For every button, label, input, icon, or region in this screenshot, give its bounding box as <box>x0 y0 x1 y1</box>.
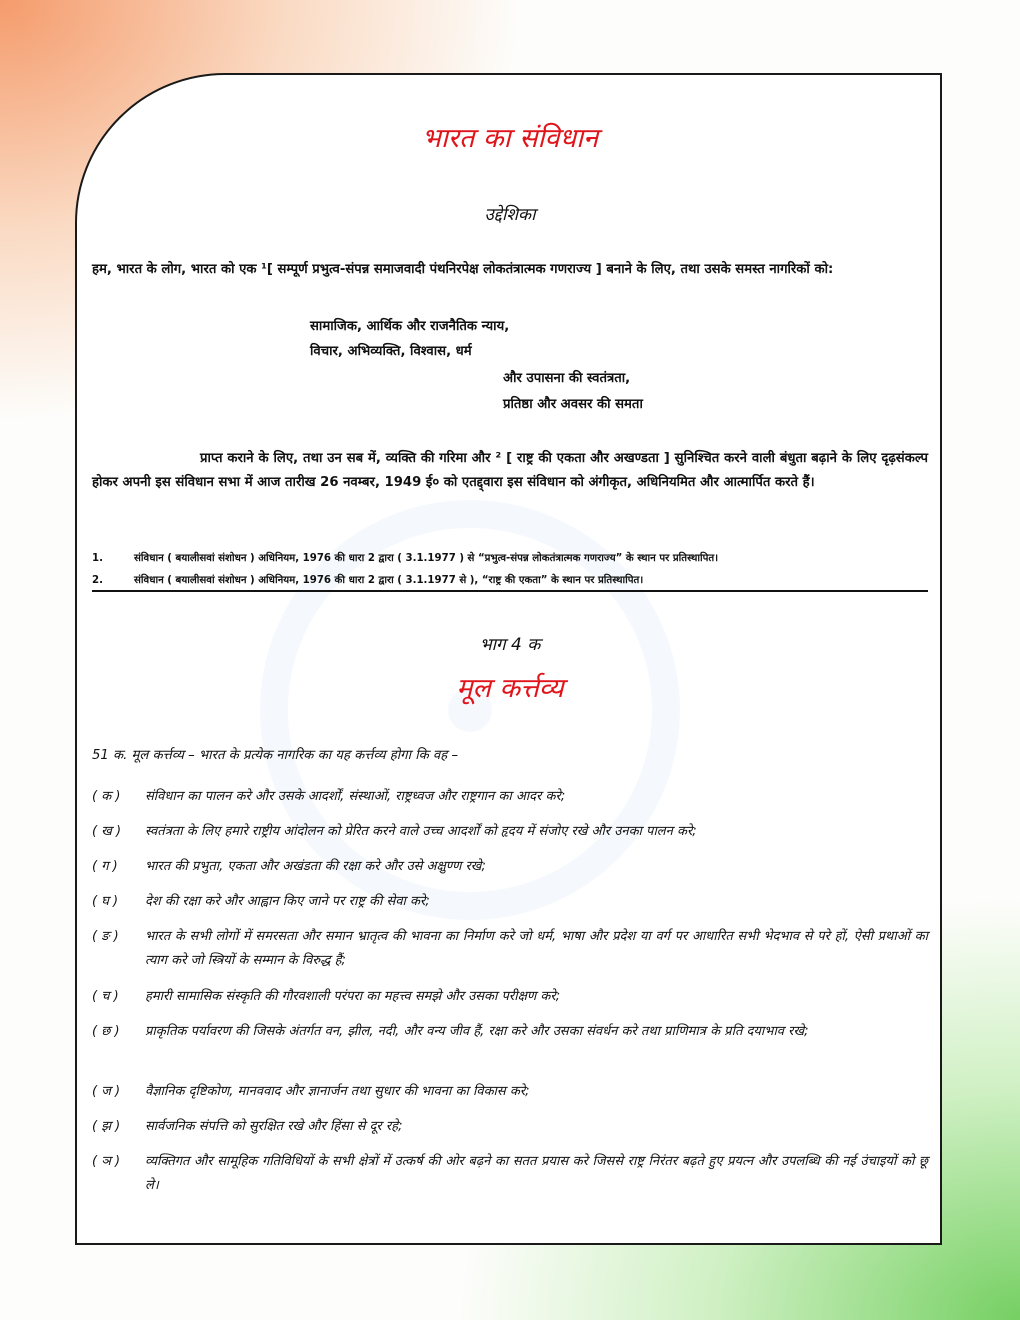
preamble-closing: प्राप्त कराने के लिए, तथा उन सब में, व्यक्ति की गरिमा और ² [ राष्ट्र की एकता और अखण्डता ] सुनिश्चित करने वाली बंधुता बढ़ाने के लिए दृढ़संकल्प होकर अपनी इस संविधान सभा में आज तारीख 26 नवम्बर, 1949 ई० को एतद्द्वारा इस संविधान को अंगीकृत, अधिनियमित और आत्मार्पित करते हैं। <box>92 451 928 490</box>
duty-text: सार्वजनिक संपत्ति को सुरक्षित रखे और हिंसा से दूर रहे; <box>145 1119 403 1134</box>
duty-text: संविधान का पालन करे और उसके आदर्शों, संस्थाओं, राष्ट्रध्वज और राष्ट्रगान का आदर करे; <box>145 789 566 804</box>
duty-text: हमारी सामासिक संस्कृति की गौरवशाली परंपरा का महत्त्व समझे और उसका परीक्षण करे; <box>145 989 561 1004</box>
footnote <box>92 550 928 564</box>
footnote-number: 1. <box>92 553 103 564</box>
footnote-number: 2. <box>92 575 103 586</box>
preamble-list-item: सामाजिक, आर्थिक और राजनैतिक न्याय, <box>310 319 510 334</box>
duty-text: वैज्ञानिक दृष्टिकोण, मानववाद और ज्ञानार्जन तथा सुधार की भावना का विकास करे; <box>145 1084 530 1099</box>
duty-key: ( छ ) <box>92 1024 120 1039</box>
duty-key: ( ज ) <box>92 1084 121 1099</box>
duty-key: ( क ) <box>92 789 121 804</box>
duty-text: स्वतंत्रता के लिए हमारे राष्ट्रीय आंदोलन को प्रेरित करने वाले उच्च आदर्शों को हृदय में संजोए रखे और उनका पालन करे; <box>145 824 697 839</box>
footnote <box>92 572 928 586</box>
duty-text: भारत के सभी लोगों में समरसता और समान भ्रातृत्व की भावना का निर्माण करे जो धर्म, भाषा और प्रदेश या वर्ग पर आधारित सभी भेदभाव से परे हों, ऐसी प्रथाओं का त्याग करे जो स्त्रियों के सम्मान के विरुद्ध हैं; <box>145 929 928 968</box>
duty-item <box>92 855 928 879</box>
footnote-text: संविधान ( बयालीसवां संशोधन ) अधिनियम, 1976 की धारा 2 द्वारा ( 3.1.1977 से ), “राष्ट्र की एकता” के स्थान पर प्रतिस्थापित। <box>134 575 644 586</box>
preamble-heading: उद्देशिका <box>484 205 536 225</box>
section-title: मूल कर्त्तव्य <box>456 673 564 704</box>
duty-item <box>92 785 928 809</box>
preamble-list-item: विचार, अभिव्यक्ति, विश्वास, धर्म <box>310 344 472 359</box>
duty-key: ( ञ ) <box>92 1154 121 1169</box>
page-title: भारत का संविधान <box>421 123 599 154</box>
duty-item <box>92 985 928 1009</box>
duty-key: ( ग ) <box>92 859 118 874</box>
duty-item <box>92 1150 928 1198</box>
duty-item <box>92 1080 928 1104</box>
duty-item <box>92 1020 928 1044</box>
divider <box>92 590 928 592</box>
duty-item <box>92 890 928 914</box>
duty-item <box>92 925 928 973</box>
duty-item <box>92 1115 928 1139</box>
duty-item <box>92 820 928 844</box>
duty-key: ( ङ ) <box>92 929 119 944</box>
preamble-list-item: प्रतिष्ठा और अवसर की समता <box>503 397 643 412</box>
article-intro: 51 क. मूल कर्त्तव्य – भारत के प्रत्येक नागरिक का यह कर्त्तव्य होगा कि वह – <box>92 748 459 763</box>
footnote-text: संविधान ( बयालीसवां संशोधन ) अधिनियम, 1976 की धारा 2 द्वारा ( 3.1.1977 ) से “प्रभुत्व-संपन्न लोकतंत्रात्मक गणराज्य” के स्थान पर प्रतिस्थापित। <box>134 553 719 564</box>
duty-text: व्यक्तिगत और सामूहिक गतिविधियों के सभी क्षेत्रों में उत्कर्ष की ओर बढ़ने का सतत प्रयास करे जिससे राष्ट्र निरंतर बढ़ते हुए प्रयत्न और उपलब्धि की नई उंचाइयों को छू ले। <box>145 1154 928 1193</box>
duty-key: ( ख ) <box>92 824 122 839</box>
duty-key: ( झ ) <box>92 1119 121 1134</box>
preamble-opening: हम, भारत के लोग, भारत को एक ¹[ सम्पूर्ण प्रभुत्व-संपन्न समाजवादी पंथनिरपेक्ष लोकतंत्रात्मक गणराज्य ] बनाने के लिए, तथा उसके समस्त नागरिकों को: <box>92 262 834 277</box>
preamble-list-item: और उपासना की स्वतंत्रता, <box>503 371 631 386</box>
duty-text: प्राकृतिक पर्यावरण की जिसके अंतर्गत वन, झील, नदी, और वन्य जीव हैं, रक्षा करे और उसका संवर्धन करे तथा प्राणिमात्र के प्रति दयाभाव रखे; <box>145 1024 809 1039</box>
duty-text: भारत की प्रभुता, एकता और अखंडता की रक्षा करे और उसे अक्षुण्ण रखे; <box>145 859 486 874</box>
part-label: भाग 4 क <box>479 635 541 655</box>
duty-key: ( च ) <box>92 989 119 1004</box>
duty-text: देश की रक्षा करे और आह्वान किए जाने पर राष्ट्र की सेवा करे; <box>145 894 430 909</box>
duty-key: ( घ ) <box>92 894 119 909</box>
